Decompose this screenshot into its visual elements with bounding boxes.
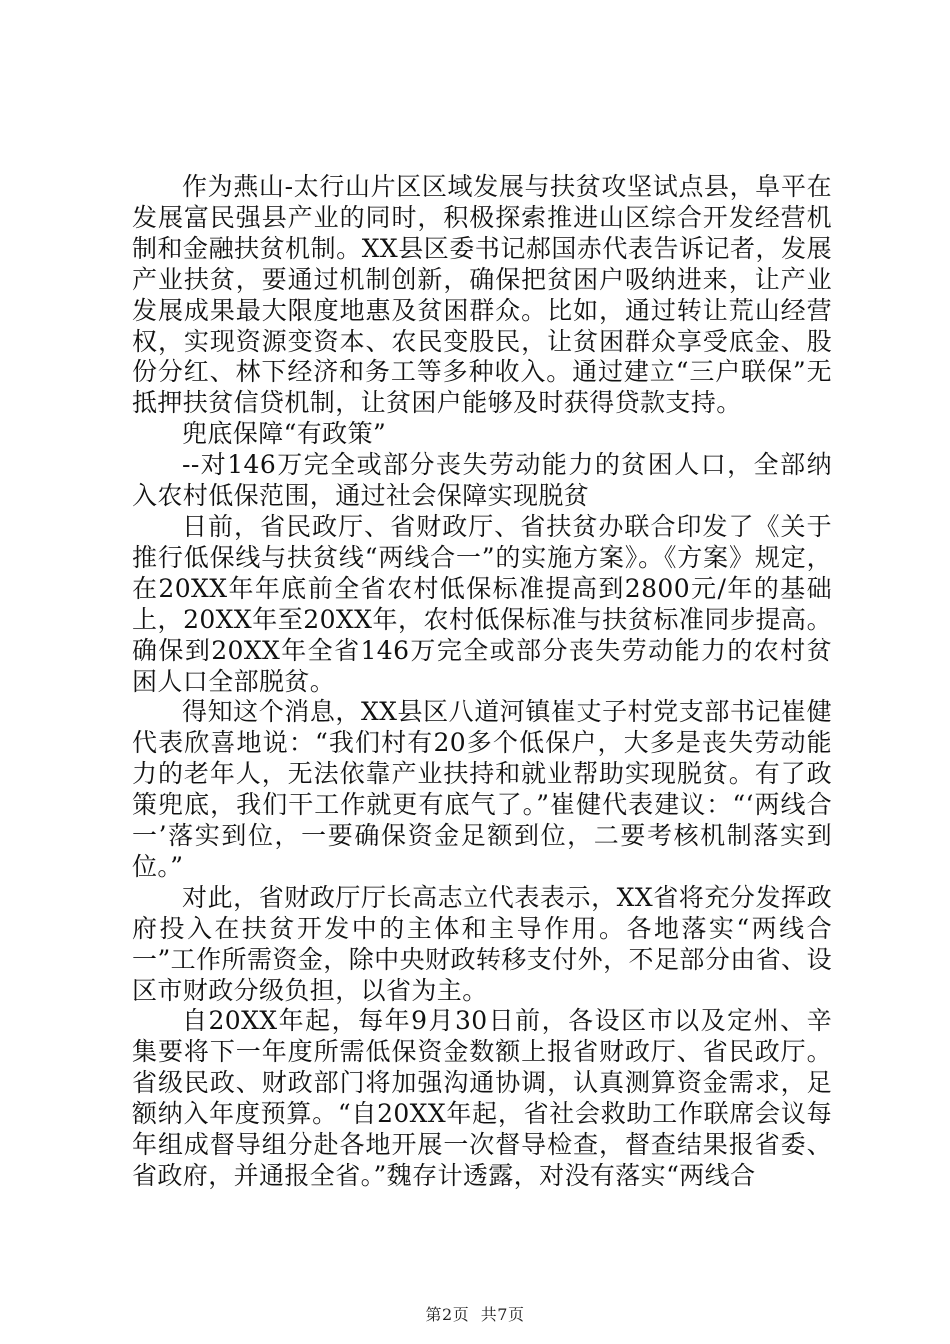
paragraph-fuping-pilot: 作为燕山-太行山片区区域发展与扶贫攻坚试点县，阜平在发展富民强县产业的同时，积极探索推进山区综合开发经营机制和金融扶贫机制。XX县区委书记郝国赤代表告诉记者，发展产业扶贫，要通过机制创新，确保把贫困户吸纳进来，让产业发展成果最大限度地惠及贫困群众。比如，通过转让荒山经营权，实现资源变资本、农民变股民，让贫困群众享受底金、股份分红、林下经济和务工等多种收入。通过建立“三户联保”无抵押扶贫信贷机制，让贫困户能够及时获得贷款支持。 <box>132 172 832 418</box>
paragraph-village-secretary: 得知这个消息，XX县区八道河镇崔丈子村党支部书记崔健代表欣喜地说：“我们村有20多个低保户，大多是丧失劳动能力的老年人，无法依靠产业扶持和就业帮助实现脱贫。有了政策兜底，我们干工作就更有底气了。”崔健代表建议：“‘两线合一’落实到位，一要确保资金足额到位，二要考核机制落实到位。” <box>132 697 832 881</box>
page-footer <box>0 1302 950 1325</box>
paragraph-subtitle: --对146万完全或部分丧失劳动能力的贫困人口，全部纳入农村低保范围，通过社会保障实现脱贫 <box>132 450 832 511</box>
paragraph-finance-director: 对此，省财政厅厅长高志立代表表示，XX省将充分发挥政府投入在扶贫开发中的主体和主导作用。各地落实“两线合一”工作所需资金，除中央财政转移支付外，不足部分由省、设区市财政分级负担，以省为主。 <box>132 882 832 1005</box>
page-number: 第2页 <box>425 1305 470 1324</box>
page-total: 共7页 <box>480 1305 525 1324</box>
document-body <box>132 172 832 1192</box>
section-heading: 兜底保障“有政策” <box>182 419 387 449</box>
paragraph-scheme: 日前，省民政厅、省财政厅、省扶贫办联合印发了《关于推行低保线与扶贫线“两线合一”的实施方案》。《方案》规定，在20XX年年底前全省农村低保标准提高到2800元/年的基础上，20XX年至20XX年，农村低保标准与扶贫标准同步提高。确保到20XX年全省146万完全或部分丧失劳动能力的农村贫困人口全部脱贫。 <box>132 511 832 696</box>
paragraph-annual-reporting: 自20XX年起，每年9月30日前，各设区市以及定州、辛集要将下一年度所需低保资金数额上报省财政厅、省民政厅。省级民政、财政部门将加强沟通协调，认真测算资金需求，足额纳入年度预算。“自20XX年起，省社会救助工作联席会议每年组成督导组分赴各地开展一次督导检查，督查结果报省委、省政府，并通报全省。”魏存计透露，对没有落实“两线合 <box>132 1006 832 1190</box>
